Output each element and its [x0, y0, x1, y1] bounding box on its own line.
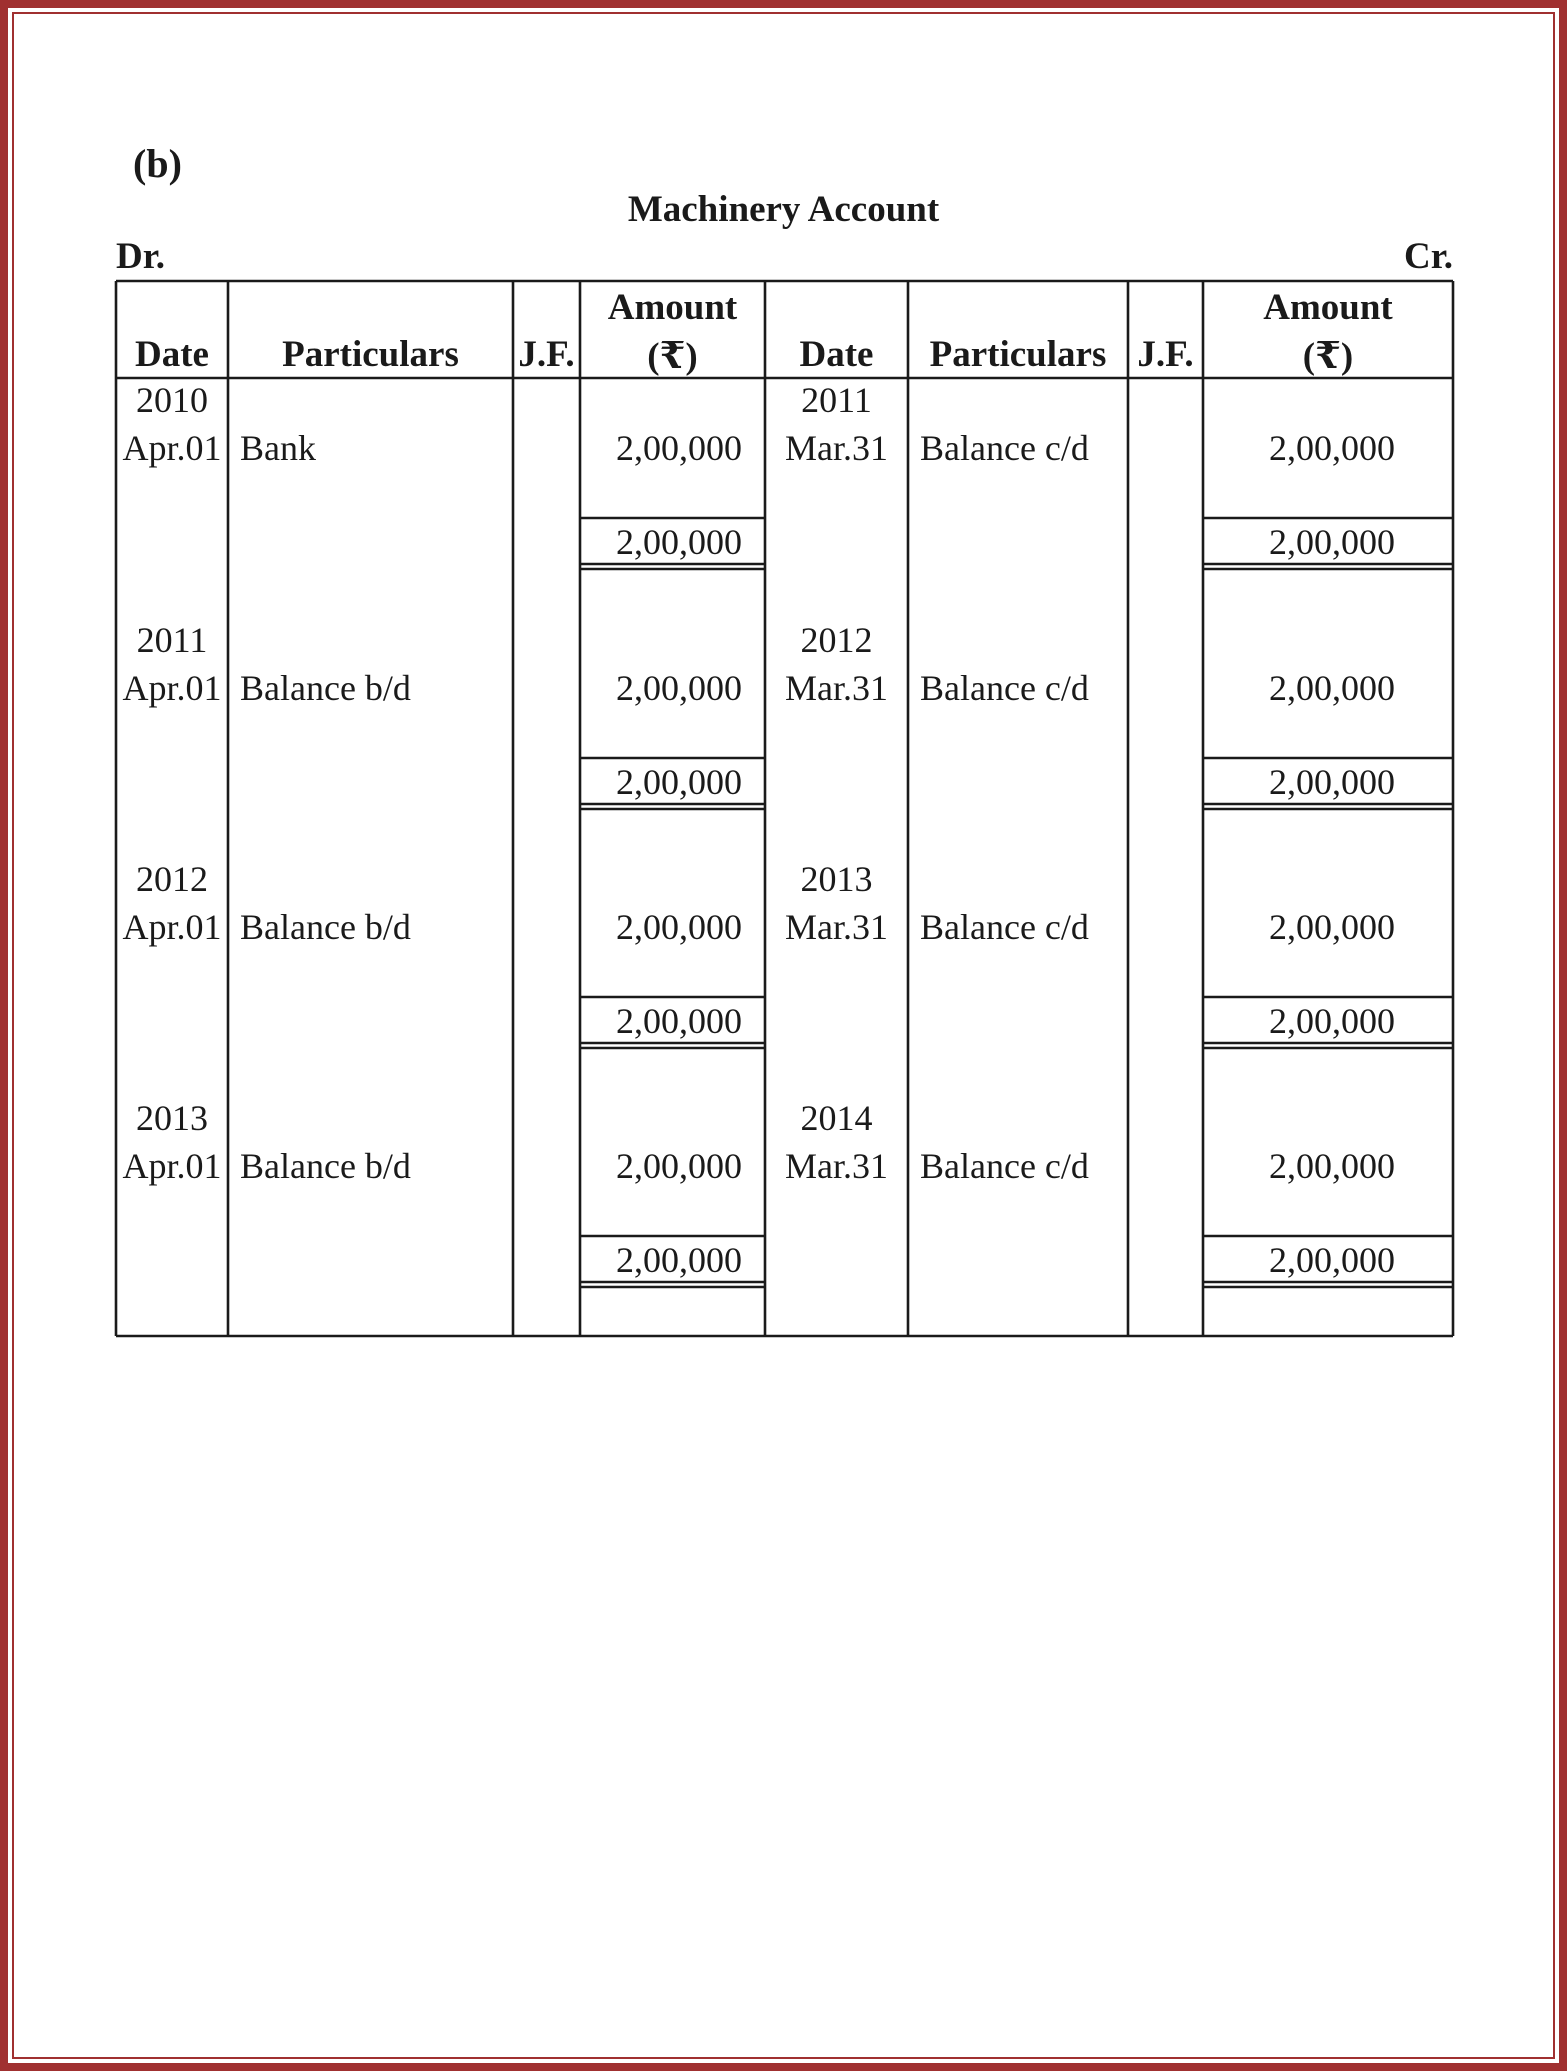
cr-date: Mar.31 [785, 668, 888, 708]
cr-total: 2,00,000 [1269, 1240, 1395, 1280]
dr-header-amount: Amount [607, 287, 738, 328]
cr-particulars: Balance c/d [920, 1146, 1089, 1186]
cr-amount: 2,00,000 [1269, 668, 1395, 708]
dr-particulars: Balance b/d [240, 907, 411, 947]
cr-header-amount: Amount [1263, 287, 1393, 328]
dr-total: 2,00,000 [616, 1001, 742, 1041]
dr-amount: 2,00,000 [616, 1146, 742, 1186]
dr-date: Apr.01 [122, 668, 222, 708]
section-label: (b) [133, 141, 182, 186]
cr-amount: 2,00,000 [1269, 428, 1395, 468]
dr-particulars: Balance b/d [240, 1146, 411, 1186]
account-title: Machinery Account [627, 189, 940, 230]
cr-year: 2013 [800, 859, 873, 899]
cr-particulars: Balance c/d [920, 668, 1089, 708]
dr-date: Apr.01 [122, 428, 222, 468]
cr-amount: 2,00,000 [1269, 1146, 1395, 1186]
dr-amount: 2,00,000 [616, 428, 742, 468]
dr-amount: 2,00,000 [616, 668, 742, 708]
cr-header-particulars: Particulars [929, 334, 1107, 375]
dr-particulars: Bank [240, 428, 316, 468]
cr-particulars: Balance c/d [920, 428, 1089, 468]
dr-header-date: Date [135, 334, 209, 375]
dr-amount: 2,00,000 [616, 907, 742, 947]
dr-year: 2013 [136, 1098, 208, 1138]
cr-amount: 2,00,000 [1269, 907, 1395, 947]
dr-total: 2,00,000 [616, 762, 742, 802]
cr-header-jf: J.F. [1137, 334, 1194, 375]
debit-label: Dr. [116, 236, 165, 277]
cr-date: Mar.31 [785, 907, 888, 947]
cr-total: 2,00,000 [1269, 762, 1395, 802]
cr-year: 2014 [800, 1098, 873, 1138]
cr-total: 2,00,000 [1269, 522, 1395, 562]
dr-year: 2010 [136, 380, 208, 420]
cr-particulars: Balance c/d [920, 907, 1089, 947]
dr-header-jf: J.F. [518, 334, 575, 375]
cr-year: 2011 [801, 380, 872, 420]
cr-date: Mar.31 [785, 428, 888, 468]
dr-particulars: Balance b/d [240, 668, 411, 708]
cr-total: 2,00,000 [1269, 1001, 1395, 1041]
dr-header-particulars: Particulars [282, 334, 459, 375]
dr-total: 2,00,000 [616, 1240, 742, 1280]
cr-header-date: Date [799, 334, 874, 375]
dr-total: 2,00,000 [616, 522, 742, 562]
dr-year: 2011 [136, 620, 208, 660]
dr-date: Apr.01 [122, 907, 222, 947]
dr-year: 2012 [136, 859, 208, 899]
cr-date: Mar.31 [785, 1146, 888, 1186]
dr-header-amount-unit: (₹) [647, 336, 698, 377]
cr-header-amount-unit: (₹) [1302, 336, 1354, 377]
dr-date: Apr.01 [122, 1146, 222, 1186]
cr-year: 2012 [800, 620, 873, 660]
credit-label: Cr. [1404, 236, 1453, 277]
